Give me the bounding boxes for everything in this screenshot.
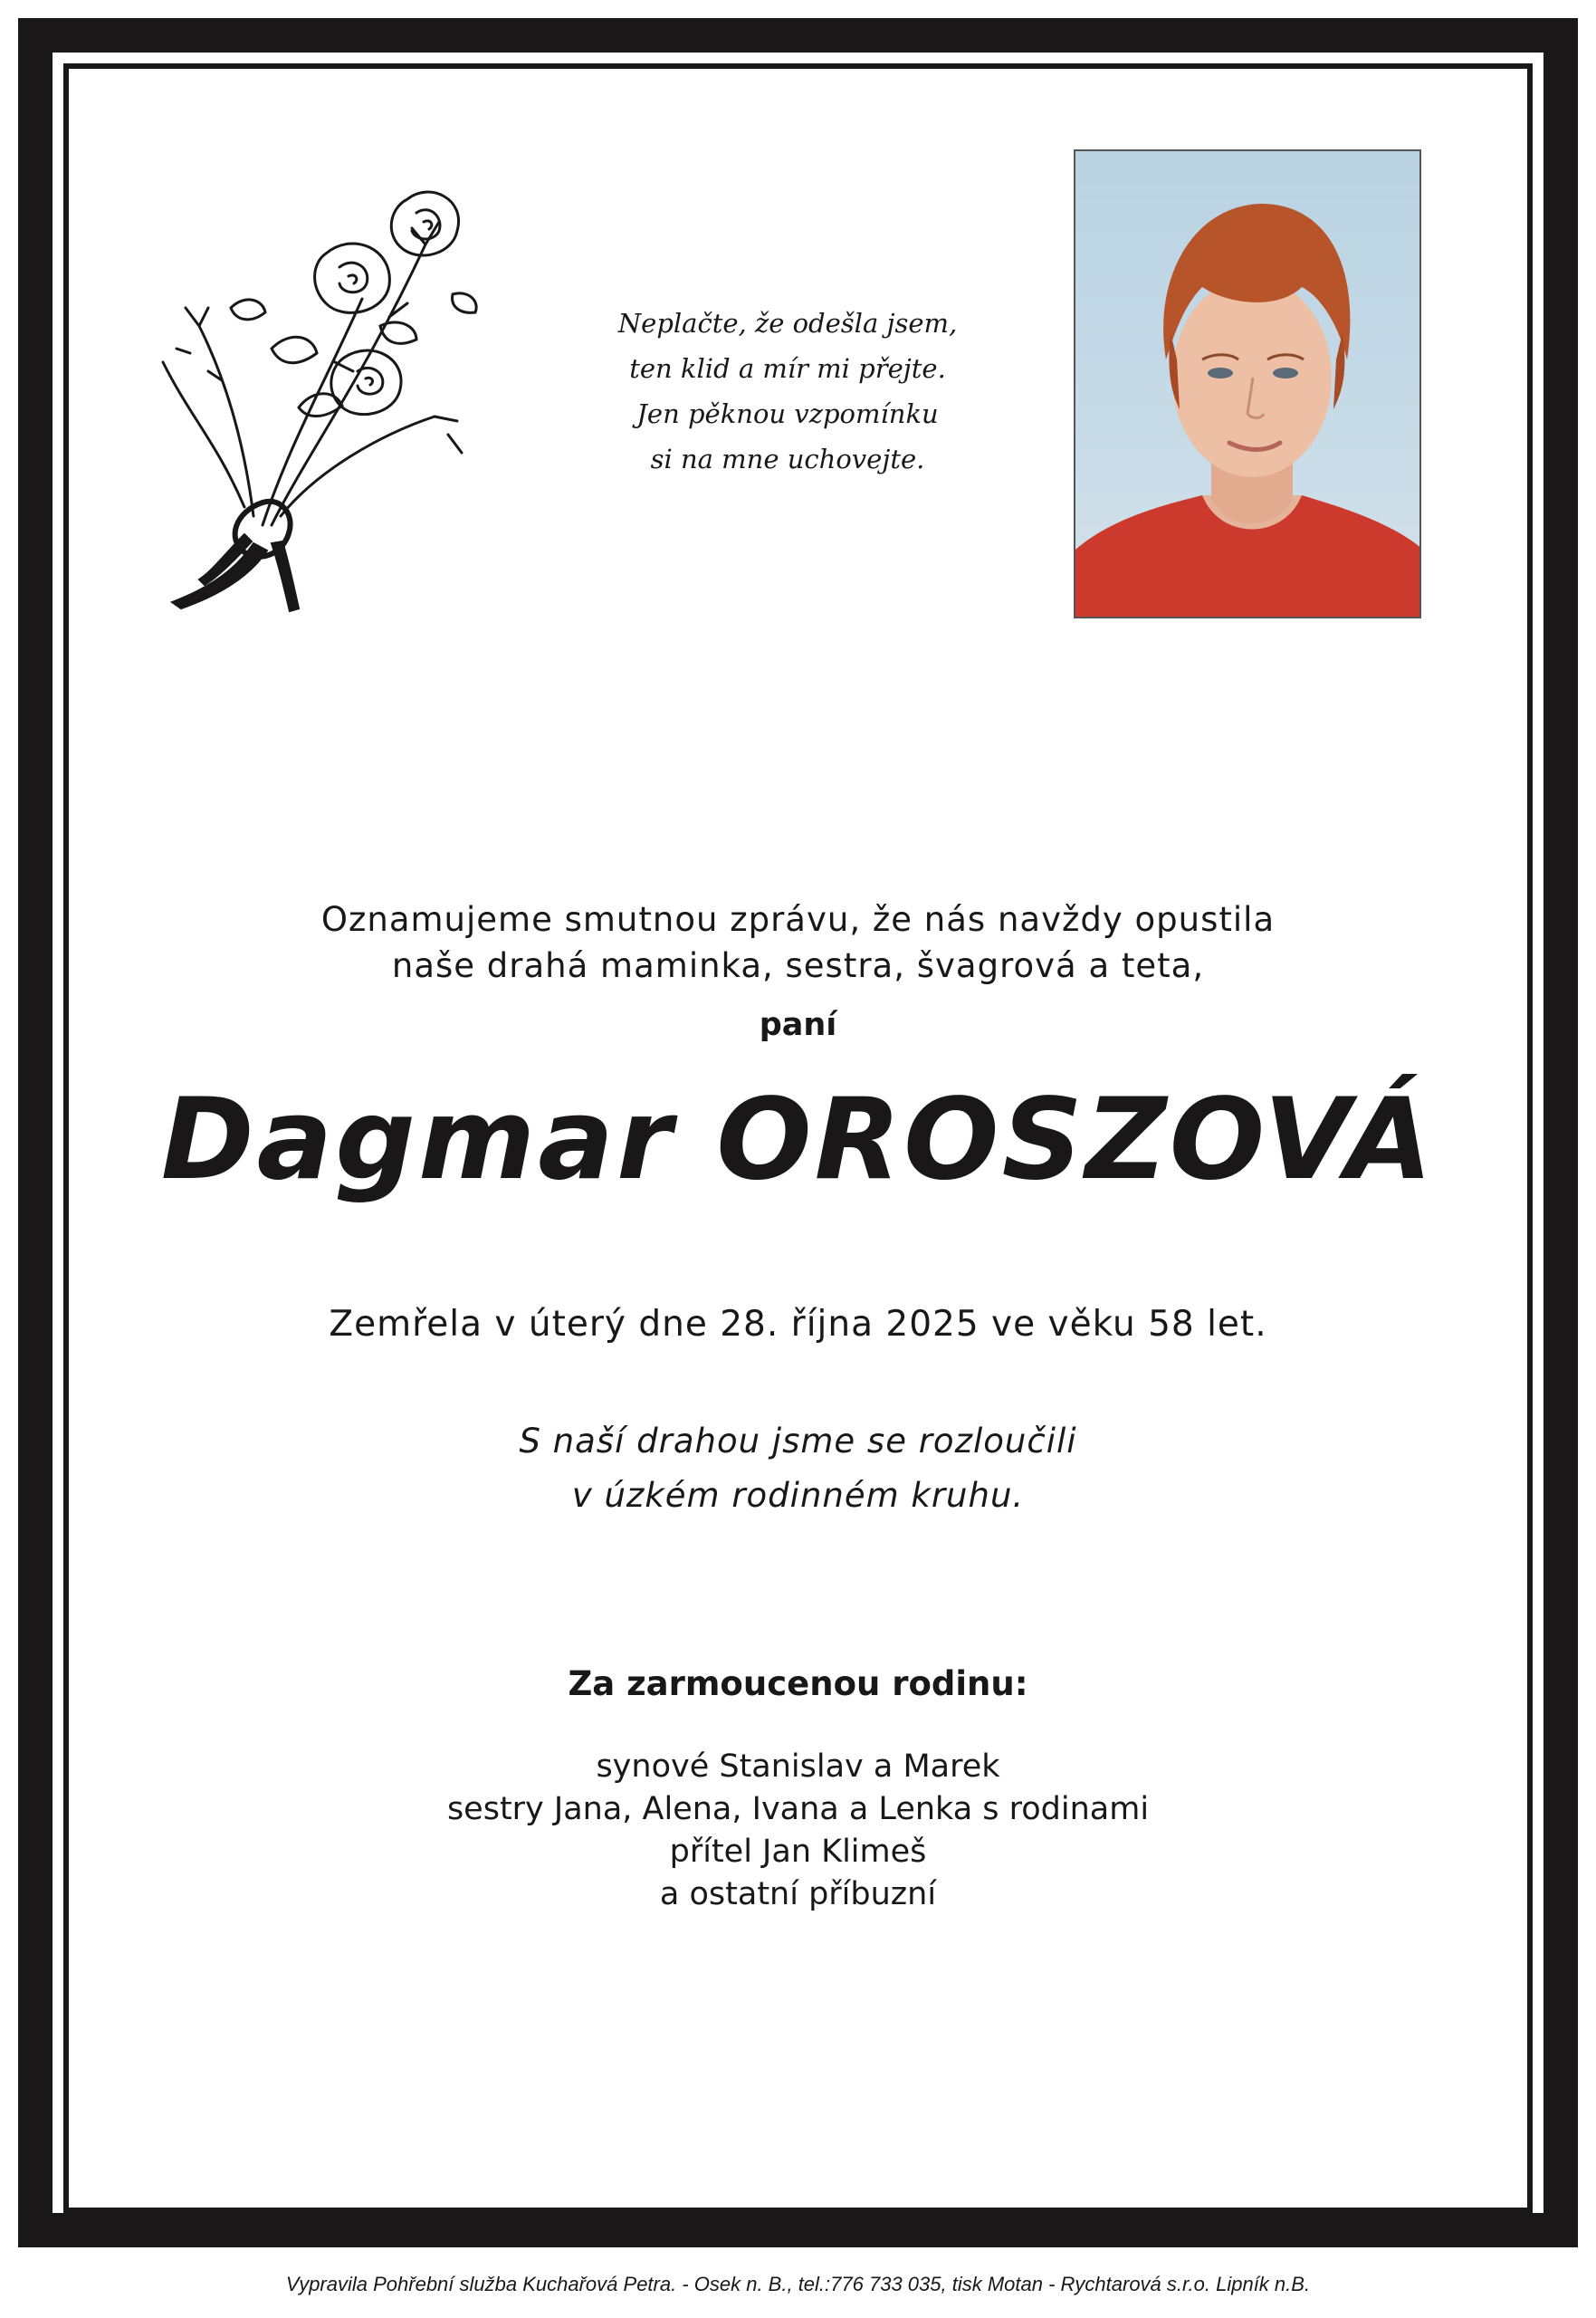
announcement-text bbox=[0, 896, 1596, 989]
poem-line: Jen pěknou vzpomínku bbox=[636, 398, 939, 429]
death-date-age: Zemřela v úterý dne 28. října 2025 ve věku 58 let. bbox=[329, 1304, 1267, 1345]
farewell-line: S naší drahou jsme se rozloučili bbox=[519, 1422, 1077, 1461]
portrait-photo bbox=[1074, 149, 1421, 618]
poem-line: Neplačte, že odešla jsem, bbox=[617, 308, 958, 339]
announcement-line: Oznamujeme smutnou zprávu, že nás navždy opustila bbox=[320, 900, 1276, 939]
family-heading: Za zarmoucenou rodinu: bbox=[568, 1664, 1028, 1703]
poem-line: ten klid a mír mi přejte. bbox=[629, 353, 946, 384]
rose-bouquet-icon bbox=[136, 145, 516, 616]
memorial-poem bbox=[579, 301, 996, 482]
farewell-note bbox=[0, 1414, 1596, 1523]
family-member: přítel Jan Klimeš bbox=[669, 1834, 927, 1870]
family-member: a ostatní příbuzní bbox=[659, 1876, 937, 1912]
announcement-line: naše drahá maminka, sestra, švagrová a teta, bbox=[391, 946, 1205, 985]
farewell-line: v úzkém rodinném kruhu. bbox=[571, 1476, 1025, 1515]
funeral-service-footer: Vypravila Pohřební služba Kuchařová Petra. - Osek n. B., tel.:776 733 035, tisk Motan - Rychtarová s.r.o. Lipník n.B. bbox=[285, 2273, 1311, 2295]
poem-line: si na mne uchovejte. bbox=[650, 444, 925, 474]
family-member: synové Stanislav a Marek bbox=[596, 1748, 1000, 1785]
family-member: sestry Jana, Alena, Ivana a Lenka s rodinami bbox=[446, 1791, 1150, 1827]
deceased-name: Dagmar OROSZOVÁ bbox=[160, 1075, 1436, 1205]
family-members-list bbox=[0, 1746, 1596, 1916]
honorific: paní bbox=[759, 1007, 837, 1043]
